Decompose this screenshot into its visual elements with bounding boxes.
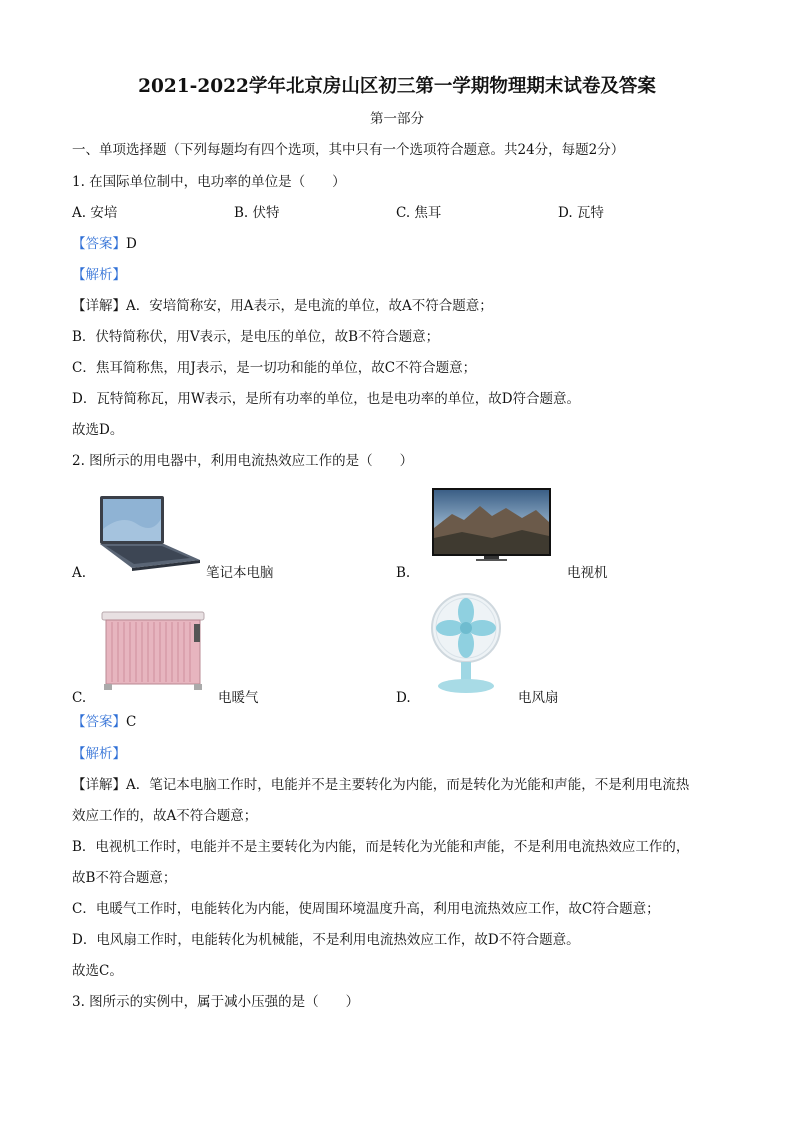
q2-analysis-label: 【解析】 (72, 746, 126, 762)
q1-analysis-label: 【解析】 (72, 267, 126, 283)
q2-answer (72, 713, 136, 731)
q2-option-d-letter: D. (396, 690, 411, 706)
q1-detail-label: 【详解】 (72, 298, 126, 314)
q2-detail-label: 【详解】 (72, 777, 126, 793)
q1-detail-line-2: B．伏特简称伏，用V表示，是电压的单位，故B不符合题意； (72, 329, 440, 345)
q2-detail-line-2: 效应工作的，故A不符合题意； (72, 808, 258, 824)
q1-detail-line-4: D．瓦特简称瓦，用W表示，是所有功率的单位，也是电功率的单位，故D符合题意。 (72, 391, 581, 407)
q2-answer-value: C (126, 714, 137, 730)
q2-detail-line-3: B．电视机工作时，电能并不是主要转化为内能，而是转化为光能和声能，不是利用电流热效应工作的， (72, 839, 690, 855)
q1-answer-label: 【答案】 (72, 236, 126, 252)
question-1-stem: 1. 在国际单位制中，电功率的单位是（ ） (72, 174, 346, 190)
q2-detail-line-4: 故B不符合题意； (72, 870, 177, 886)
fan-image (426, 592, 506, 694)
q2-option-b-letter: B. (396, 565, 411, 581)
q2-option-c-label: 电暖气 (218, 690, 259, 706)
q1-answer-value: D (126, 236, 137, 252)
question-2-stem: 2. 图所示的用电器中，利用电流热效应工作的是（ ） (72, 453, 414, 469)
q1-answer (72, 235, 137, 253)
q2-detail-line-1 (72, 776, 689, 794)
q2-option-c-letter: C. (72, 690, 87, 706)
section-heading: 一、单项选择题（下列每题均有四个选项，其中只有一个选项符合题意。共24分，每题2分） (72, 142, 625, 158)
q1-option-b: B. 伏特 (234, 205, 280, 221)
q1-option-c: C. 焦耳 (396, 205, 442, 221)
heater-image (100, 610, 206, 692)
q2-option-d-label: 电风扇 (518, 690, 559, 706)
question-3-stem: 3. 图所示的实例中，属于减小压强的是（ ） (72, 994, 360, 1010)
q2-detail-text-1: A．笔记本电脑工作时，电能并不是主要转化为内能，而是转化为光能和声能，不是利用电流热 (126, 777, 690, 793)
q2-option-b-label: 电视机 (567, 565, 608, 581)
q1-detail-line-1 (72, 297, 493, 315)
q2-option-a-letter: A. (72, 565, 87, 581)
q2-option-a-label: 笔记本电脑 (206, 565, 274, 581)
q1-detail-text-1: A．安培简称安，用A表示，是电流的单位，故A不符合题意； (126, 298, 493, 314)
q1-option-a: A. 安培 (72, 205, 118, 221)
q1-option-d: D. 瓦特 (558, 205, 604, 221)
q2-answer-label: 【答案】 (72, 714, 126, 730)
q2-conclusion: 故选C。 (72, 963, 123, 979)
q2-detail-line-5: C．电暖气工作时，电能转化为内能，使周围环境温度升高，利用电流热效应工作，故C符合题意； (72, 901, 660, 917)
tv-image (432, 488, 551, 564)
document-title: 2021-2022学年北京房山区初三第一学期物理期末试卷及答案 (138, 76, 656, 97)
q1-conclusion: 故选D。 (72, 422, 124, 438)
laptop-image (92, 494, 204, 572)
part-heading: 第一部分 (370, 111, 424, 127)
q2-detail-line-6: D．电风扇工作时，电能转化为机械能，不是利用电流热效应工作，故D不符合题意。 (72, 932, 580, 948)
q1-detail-line-3: C．焦耳简称焦，用J表示，是一切功和能的单位，故C不符合题意； (72, 360, 477, 376)
